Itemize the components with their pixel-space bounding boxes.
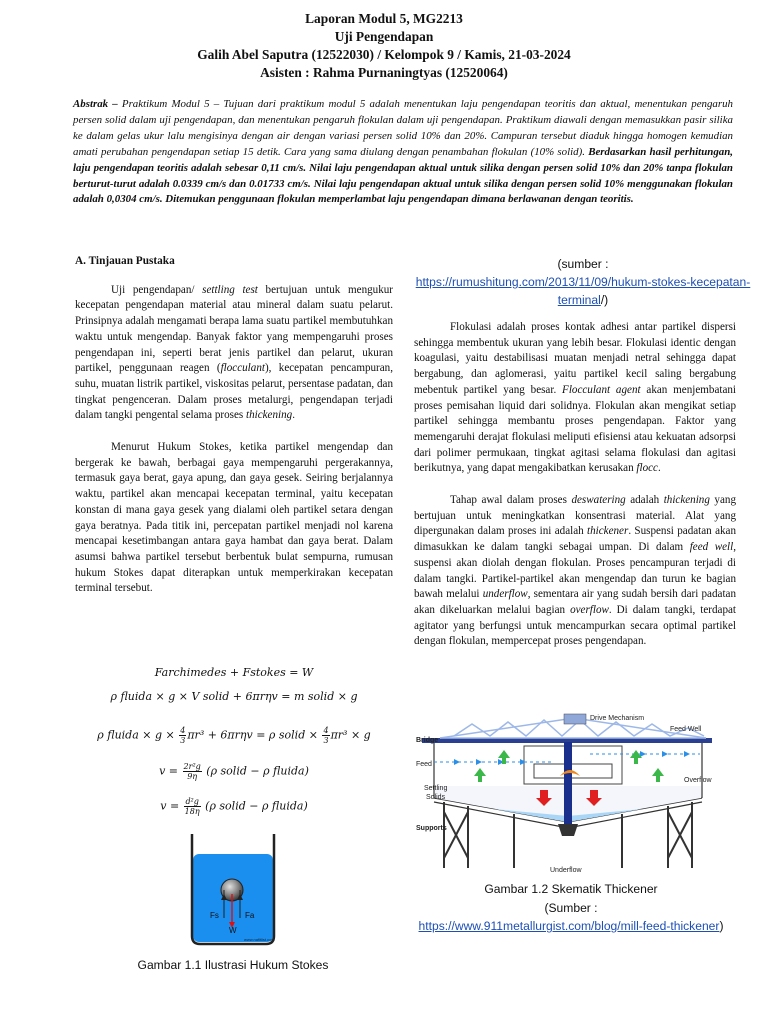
label-feed: Feed: [416, 761, 432, 768]
report-header: [0, 10, 768, 82]
equation-5: v = $\frac{\text{d²g}}{18\eta}$ (ρ solid − ρ fluida): [160, 797, 308, 816]
watermark: www.nafitlist.com: [244, 937, 275, 942]
thickener-schematic: [414, 712, 720, 878]
label-supports: Supports: [416, 825, 447, 832]
figure2-caption: Gambar 1.2 Skematik Thickener: [484, 882, 658, 896]
equation-4: v = $\frac{\text{2r²g}}{9\eta}$ (ρ solid − ρ fluida): [159, 762, 309, 781]
report-subtitle: Uji Pengendapan: [334, 29, 434, 44]
label-fs: Fs: [210, 911, 219, 920]
paragraph-settling-test: Uji pengendapan/ settling test bertujuan untuk mengukur kecepatan pengendapan material atau mineral dalam suatu pelarut. Prinsipnya adalah mengamati berapa lama suatu partikel membutuhkan waktu untuk mengendap. Banyak faktor yang mempengaruhi proses pengendapan ini, seperti berat jenis partikel dan pelarut, ukuran partikel, penggunaan reagen (flocculant), kecepatan pencampuran, suhu, muatan listrik partikel, viskositas pelarut, persentase padatan, dan tingkat pengenceran. Dalam proses metalurgi, pengendapan terjadi dalam tangki pengental selama proses thickening.: [75, 283, 393, 422]
thickener-figure: [414, 712, 720, 878]
abstract-text: Praktikum Modul 5 – Tujuan dari praktikum modul 5 adalah menentukan laju pengendapan teoritis dan aktual, menentukan pengaruh persen solid dalam uji pengendapan, dan menentukan pengaruh flokulan dalam uji pengendapan. Praktikum diawali dengan memasukkan pasir silika ke dalam gelas ukur lalu mengisinya dengan air dengan variasi persen solid 10% dan 20%. Campuran tersebut diaduk hingga homogen kemudian amati perubahan pengendapan setiap 15 detik. Cara yang sama diulang dengan penambahan flokulan (10% solid).: [73, 98, 733, 158]
paragraph-stokes-law: Menurut Hukum Stokes, ketika partikel mengendap dan bergerak ke bawah, berbagai gaya mempengaruhi pergerakannya, termasuk gaya berat, gaya apung, dan gaya gesek. Seiring berjalannya waktu, partikel akan mencapai kecepatan terminal, yaitu kecepatan konstan di mana gaya gesek yang dialami oleh partikel setara dengan gaya beratnya. Pada titik ini, percepatan partikel menjadi nol karena mencapai kesetimbangan antara gaya hambat dan gaya berat. Dalam asumsi bahwa partikel tersebut berbentuk bulat sempurna, rumusan hukum Stokes dapat diterapkan untuk memperkirakan kecepatan terminal tersebut.: [75, 441, 393, 595]
abstract-label: Abstrak –: [73, 98, 118, 110]
abstract: [73, 97, 733, 208]
label-settling: Settling: [424, 785, 448, 792]
stokes-illustration: [190, 834, 276, 946]
label-underflow: Underflow: [550, 867, 582, 874]
assistant-line: Asisten : Rahma Purnaningtyas (12520064): [260, 65, 508, 80]
source-link-2[interactable]: https://www.911metallurgist.com/blog/mill-feed-thickener: [418, 919, 720, 933]
label-bridge: Bridge: [416, 737, 439, 744]
figure1-caption: Gambar 1.1 Ilustrasi Hukum Stokes: [137, 958, 329, 972]
label-solids: Solids: [426, 794, 446, 801]
paragraph-flocculation: Flokulasi adalah proses kontak adhesi antar partikel dispersi sehingga membentuk ukuran yang lebih besar. Flokulasi identic dengan koagulasi, yaitu destabilisasi muatan menjadi netral sehingga dapat bergabung, dan aglomerasi, yaitu partikel kecil saling bergabung mebentuk partikel yang besar. Flocculant agent akan menjembatani proses pemisahan liquid dari solidnya. Flokulan akan mengikat setiap partikel sehingga membantu proses pengendapan. Faktor yang memengaruhi derajat flokulasi meliputi efisiensi atau kekuatan adsorpsi dari polimer permukaan, tingkat agitasi selama flokulasi dan agitasi berikutnya, yang dapat mengakibatkan kerusakan flocc.: [414, 321, 736, 475]
equation-1: Farchimedes + Fstokes = W: [154, 666, 314, 679]
abstract-results: Berdasarkan hasil perhitungan, laju pengendapan teoritis adalah sebesar 0,11 cm/s. Nilai laju pengendapan aktual untuk silika dengan persen solid 10% dan 20% tanpa flokulan berturut-turut adalah 0.0339 cm/s dan 0.01733 cm/s. Nilai laju pengendapan aktual untuk silika dengan persen solid 10% menggunakan flokulan adalah 0,0304 cm/s. Ditemukan penggunaan flokulan memperlambat laju pengendapan dimana berlawanan dengan teoritis.: [73, 145, 733, 206]
drive-shaft: [564, 742, 572, 832]
label-drive: Drive Mechanism: [590, 715, 645, 722]
source-link-1[interactable]: https://rumushitung.com/2013/11/09/hukum-stokes-kecepatan-terminal: [415, 275, 751, 307]
left-column: [75, 254, 393, 597]
paragraph-thickening: Tahap awal dalam proses deswatering adalah thickening yang bertujuan untuk meningkatkan konsentrasi material. Alat yang dipergunakan dalam proses ini adalah thickener. Suspensi padatan akan dimasukkan ke dalam tangki sebagai umpan. Di dalam feed well, suspensi akan diolah dengan flokulan. Proses pencampuran terjadi di dalam tangki. Partikel-partikel akan mengendap dan turun ke bagian bawah melalui underflow, sementara air yang sudah bersih dari padatan akan dikeluarkan melalui bagian overflow. Di dalam tangki, terdapat agitator yang berfungsi untuk mencampurkan secara optimal partikel dengan flokulan, mempercepat proses pengendapan.: [414, 494, 737, 648]
label-w: W: [229, 926, 237, 935]
report-title: Laporan Modul 5, MG2213: [305, 11, 463, 26]
equation-3: ρ fluida × g × $\frac{4}{3}$ πr³ + 6πrηv = ρ solid × $\frac{4}{3}$ πr³ × g: [97, 726, 371, 745]
right-column: [414, 320, 736, 650]
label-overflow: Overflow: [684, 777, 712, 784]
section-heading: A. Tinjauan Pustaka: [75, 255, 175, 267]
source-citation-1: (sumber : https://rumushitung.com/2013/11/09/hukum-stokes-kecepatan-terminal/): [415, 257, 751, 307]
author-line: Galih Abel Saputra (12522030) / Kelompok 9 / Kamis, 21-03-2024: [197, 47, 571, 62]
source-citation-2: (Sumber : https://www.911metallurgist.com/blog/mill-feed-thickener): [418, 901, 724, 933]
stokes-figure: [190, 834, 276, 946]
label-feedwell: Feed Well: [670, 726, 702, 733]
label-fa: Fa: [245, 911, 255, 920]
equation-2: ρ fluida × g × V solid + 6πrηv = m solid × g: [110, 690, 358, 703]
